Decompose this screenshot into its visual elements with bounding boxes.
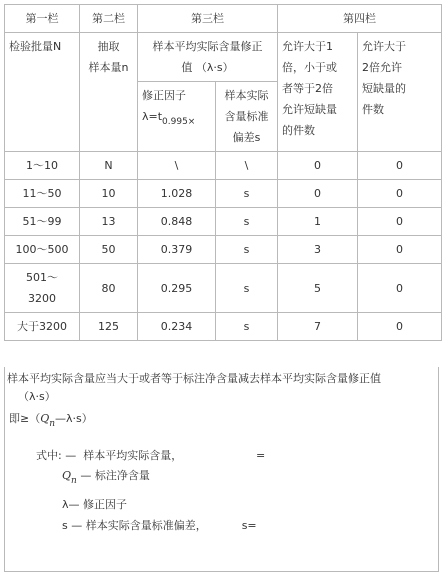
allowed-2x-cell: 0 xyxy=(358,313,442,341)
correction-value-header: 样本平均实际含量修正 值 （λ·s） xyxy=(138,33,278,82)
lot-size-cell: 1～10 xyxy=(5,152,80,180)
table-subheader-row xyxy=(5,33,442,82)
inspection-table xyxy=(4,4,442,341)
factor-cell: 1.028 xyxy=(138,180,216,208)
allowed-1x-cell: 3 xyxy=(278,236,358,264)
stddev-cell: s xyxy=(216,236,278,264)
allowed-2x-cell: 0 xyxy=(358,152,442,180)
sample-size-header: 抽取 样本量n xyxy=(80,33,138,152)
table-row xyxy=(5,180,442,208)
sample-size-cell: 50 xyxy=(80,236,138,264)
lot-size-cell: 100～500 xyxy=(5,236,80,264)
definition-lambda: λ— 修正因子 xyxy=(62,498,128,511)
header-col2: 第二栏 xyxy=(80,5,138,33)
sample-size-cell: 80 xyxy=(80,264,138,313)
factor-cell: 0.379 xyxy=(138,236,216,264)
allowed-2x-cell: 0 xyxy=(358,236,442,264)
factor-cell: 0.234 xyxy=(138,313,216,341)
factor-cell: \ xyxy=(138,152,216,180)
header-col4: 第四栏 xyxy=(278,5,442,33)
stddev-cell: s xyxy=(216,313,278,341)
lot-size-cell: 大于3200 xyxy=(5,313,80,341)
allowed-1x-cell: 5 xyxy=(278,264,358,313)
allowed-2x-cell: 0 xyxy=(358,180,442,208)
table-row xyxy=(5,264,442,313)
sample-size-cell: 13 xyxy=(80,208,138,236)
sample-size-cell: 10 xyxy=(80,180,138,208)
allowed-1x-cell: 0 xyxy=(278,152,358,180)
allowed-2x-cell: 0 xyxy=(358,208,442,236)
table-header-row xyxy=(5,5,442,33)
table-row xyxy=(5,208,442,236)
definition-mean-eq: = xyxy=(256,449,266,462)
stddev-header: 样本实际 含量标准 偏差s xyxy=(216,82,278,152)
allowed-1x-2x-header: 允许大于1 倍，小于或 者等于2倍 允许短缺量 的件数 xyxy=(278,33,358,152)
factor-cell: 0.295 xyxy=(138,264,216,313)
allowed-2x-cell: 0 xyxy=(358,264,442,313)
allowed-over-2x-header: 允许大于 2倍允许 短缺量的 件数 xyxy=(358,33,442,152)
stddev-cell: \ xyxy=(216,152,278,180)
table-row xyxy=(5,313,442,341)
requirement-note: 样本平均实际含量应当大于或者等于标注净含量减去样本平均实际含量修正值 xyxy=(7,372,381,385)
sample-size-cell: N xyxy=(80,152,138,180)
lot-size-cell: 51～99 xyxy=(5,208,80,236)
correction-factor-header: 修正因子 $\lambda=t_{0.995\times}$ xyxy=(138,82,216,152)
allowed-1x-cell: 0 xyxy=(278,180,358,208)
sample-size-cell: 125 xyxy=(80,313,138,341)
lot-size-cell: 11～50 xyxy=(5,180,80,208)
definition-qn: $Q_n$ — 标注净含量 xyxy=(62,469,150,486)
definition-mean: 式中: — 样本平均实际含量， xyxy=(36,449,183,462)
factor-cell: 0.848 xyxy=(138,208,216,236)
stddev-cell: s xyxy=(216,264,278,313)
formula-line: 即$\ge(Q_n—\lambda\cdot s)$ xyxy=(9,412,93,429)
header-col3: 第三栏 xyxy=(138,5,278,33)
allowed-1x-cell: 1 xyxy=(278,208,358,236)
allowed-1x-cell: 7 xyxy=(278,313,358,341)
definition-s: s — 样本实际含量标准偏差， s= xyxy=(62,519,257,532)
table-row xyxy=(5,152,442,180)
lot-size-cell: 501～ 3200 xyxy=(5,264,80,313)
header-col1: 第一栏 xyxy=(5,5,80,33)
requirement-note-cont: （λ·s） xyxy=(18,390,56,403)
stddev-cell: s xyxy=(216,180,278,208)
stddev-cell: s xyxy=(216,208,278,236)
lot-size-header: 检验批量N xyxy=(5,33,80,152)
table-row xyxy=(5,236,442,264)
